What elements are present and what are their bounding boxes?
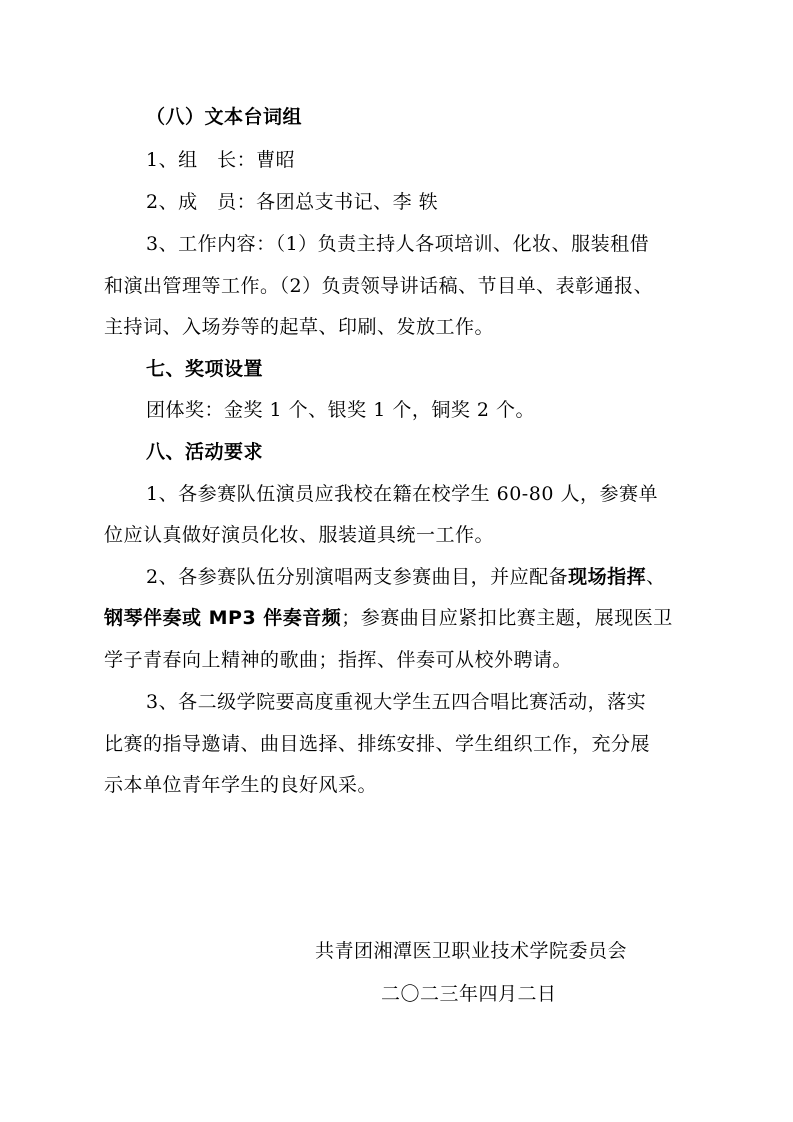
requirement-1-line-2: 位应认真做好演员化妆、服装道具统一工作。	[104, 524, 495, 546]
members-line: 2、成 员：各团总支书记、李 轶	[146, 191, 439, 213]
requirements-heading: 八、活动要求	[146, 441, 264, 463]
requirement-2-text: 2、各参赛队伍分别演唱两支参赛曲目，并应配备	[146, 566, 569, 588]
requirement-1-line-1: 1、各参赛队伍演员应我校在籍在校学生 60-80 人，参赛单	[146, 483, 658, 505]
requirement-2-text-cont: ；参赛曲目应紧扣比赛主题，展现医卫	[341, 607, 673, 629]
leader-line: 1、组 长：曹昭	[146, 149, 296, 171]
awards-text: 团体奖：金奖 1 个、银奖 1 个，铜奖 2 个。	[146, 399, 536, 421]
awards-heading: 七、奖项设置	[146, 358, 264, 380]
requirement-2-punct: 、	[646, 566, 666, 588]
section-heading-text-script: （八）文本台词组	[146, 106, 303, 128]
work-content-line-3: 主持词、入场券等的起草、印刷、发放工作。	[104, 316, 495, 338]
requirement-3-line-3: 示本单位青年学生的良好风采。	[104, 774, 378, 796]
work-content-line-2: 和演出管理等工作。（2）负责领导讲话稿、节目单、表彰通报、	[104, 275, 654, 297]
requirement-3-line-1: 3、各二级学院要高度重视大学生五四合唱比赛活动，落实	[146, 691, 647, 713]
requirement-2-line-3: 学子青春向上精神的歌曲；指挥、伴奏可从校外聘请。	[104, 649, 573, 671]
requirement-3-line-2: 比赛的指导邀请、曲目选择、排练安排、学生组织工作，充分展	[104, 733, 651, 755]
issue-date: 二〇二三年四月二日	[381, 983, 557, 1005]
work-content-line-1: 3、工作内容：（1）负责主持人各项培训、化妆、服装租借	[146, 233, 650, 255]
issuing-organization: 共青团湘潭医卫职业技术学院委员会	[315, 940, 628, 962]
requirement-2-line-2	[104, 608, 694, 628]
requirement-2-bold-accompaniment: 钢琴伴奏或 MP3 伴奏音频	[104, 607, 342, 629]
requirement-2-line-1	[146, 567, 736, 587]
requirement-2-bold-conductor: 现场指挥	[568, 566, 647, 588]
